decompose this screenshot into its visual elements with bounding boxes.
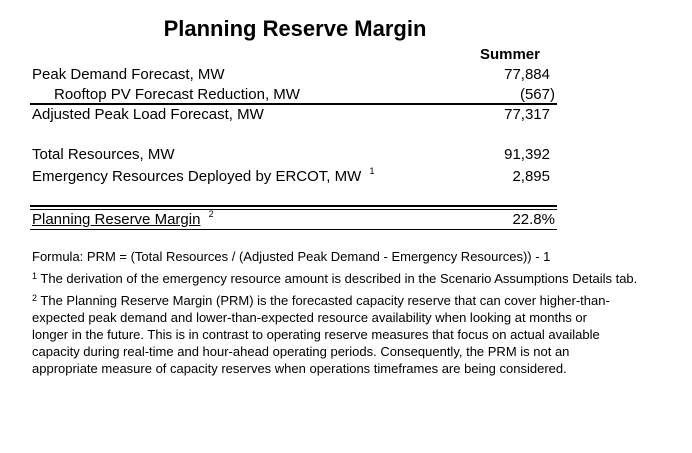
footnote-2-marker: 2 [32, 293, 38, 303]
footnote-ref-1: 1 [369, 166, 375, 176]
rooftop-pv-label: Rooftop PV Forecast Reduction, MW [54, 86, 300, 103]
emergency-resources-value: 2,895 [512, 168, 550, 185]
adjusted-peak-value: 77,317 [504, 106, 550, 123]
formula-text: Formula: PRM = (Total Resources / (Adjusted Peak Demand - Emergency Resources)) - 1 [32, 249, 551, 264]
adjusted-peak-label: Adjusted Peak Load Forecast, MW [32, 106, 264, 123]
footnote-2-text: The Planning Reserve Margin (PRM) is the forecasted capacity reserve that can cover higher-than-expected peak demand and lower-than-expected resource availability when looking at months or longer in the future. This is in contrast to operating reserve measures that focus on actual available capacity during real-time and hour-ahead operating periods. Consequently, the PRM is not an appropriate measure of capacity reserves when operations timeframes are being considered. [32, 293, 610, 376]
total-rule-bottom [30, 209, 557, 210]
rooftop-pv-value: (567) [519, 86, 555, 103]
prm-label-text: Planning Reserve Margin [32, 211, 201, 228]
footnote-ref-2: 2 [208, 209, 214, 219]
subtotal-rule [30, 103, 557, 105]
total-resources-value: 91,392 [504, 146, 550, 163]
page-title: Planning Reserve Margin [163, 16, 427, 41]
total-rule-top [30, 205, 557, 207]
peak-demand-label: Peak Demand Forecast, MW [32, 66, 225, 83]
emergency-resources-label-text: Emergency Resources Deployed by ERCOT, MW [32, 168, 362, 185]
footnote-1-text: The derivation of the emergency resource amount is described in the Scenario Assumptions Details tab. [40, 271, 638, 286]
emergency-resources-label [32, 168, 374, 185]
footnote-1 [32, 270, 682, 287]
footnote-2 [32, 292, 622, 377]
prm-rule [30, 229, 557, 230]
footnote-1-marker: 1 [32, 271, 38, 281]
column-header-summer: Summer [479, 46, 540, 63]
total-resources-label: Total Resources, MW [32, 146, 175, 163]
prm-value: 22.8% [512, 211, 555, 228]
peak-demand-value: 77,884 [504, 66, 550, 83]
prm-label [32, 211, 214, 228]
